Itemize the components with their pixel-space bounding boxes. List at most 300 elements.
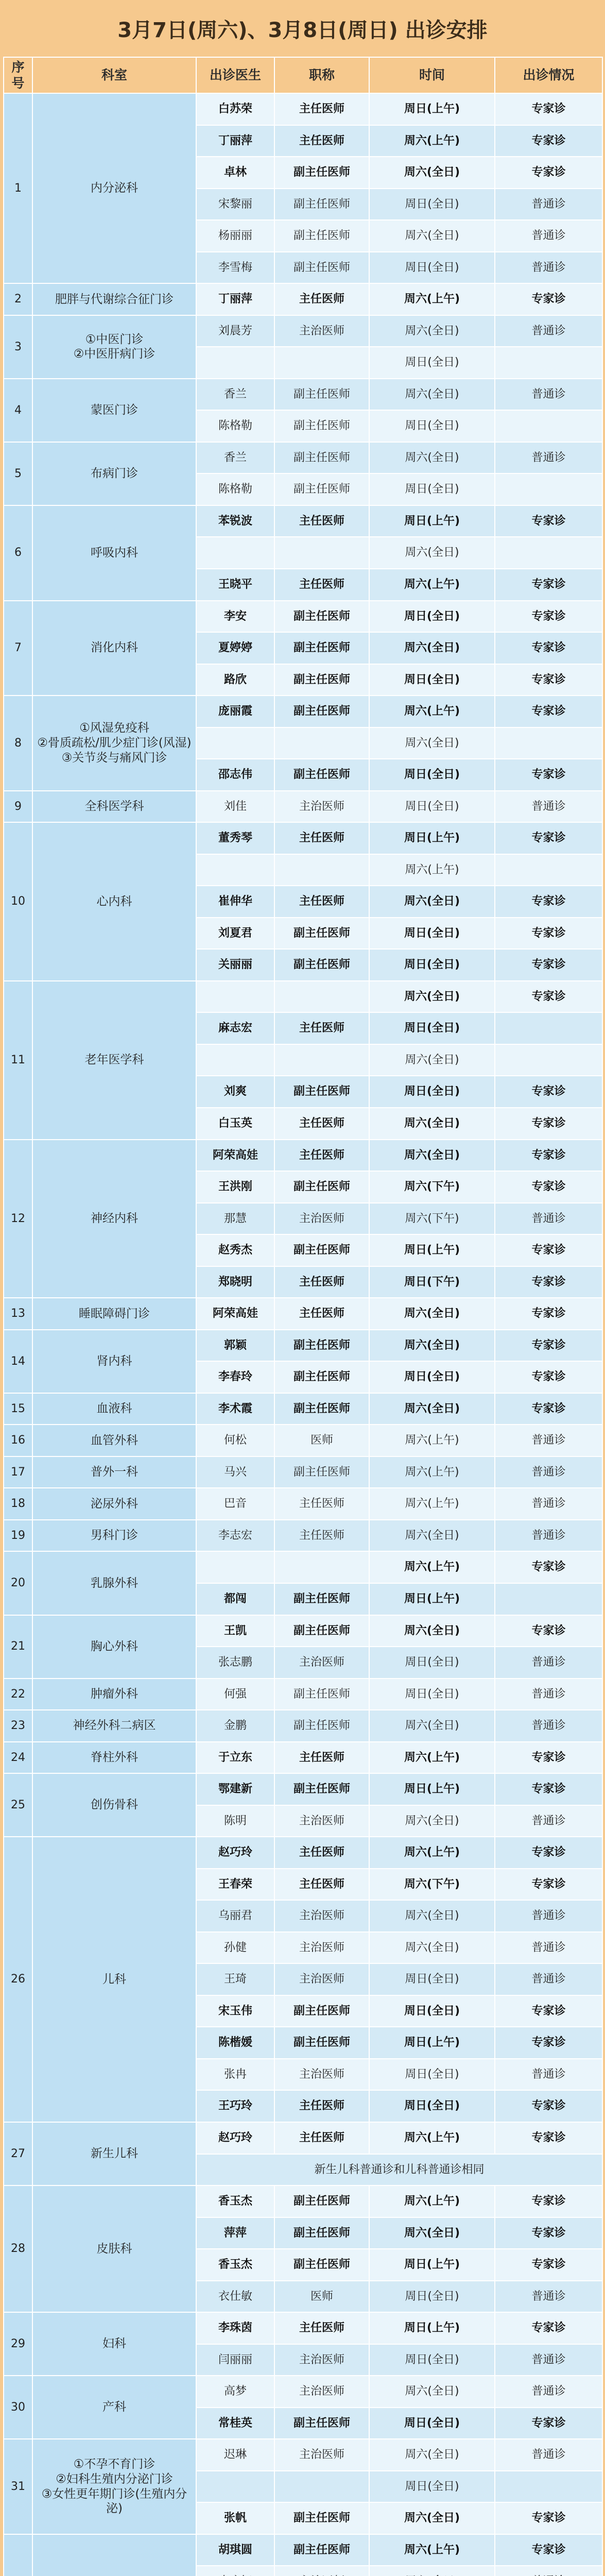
clinic-time: 周日(全日) [369,2090,495,2122]
clinic-status: 专家诊 [495,1837,602,1869]
doctor-name: 李安 [196,601,274,633]
department-name: 儿科 [32,1837,196,2122]
clinic-time: 周六(全日) [369,1140,495,1172]
doctor-name: 王巧玲 [196,2090,274,2122]
doctor-name: 郑晓明 [196,1266,274,1298]
doctor-name: 郭颖 [196,1330,274,1362]
table-row [4,1425,602,1456]
doctor-title: 主任医师 [274,2122,369,2154]
clinic-status [495,1012,602,1044]
doctor-title: 副主任医师 [274,1995,369,2027]
doctor-name [196,854,274,886]
row-seq: 3 [4,315,32,379]
clinic-time: 周日(全日) [369,1076,495,1108]
clinic-status: 普通诊 [495,252,602,284]
clinic-status [495,727,602,759]
department-name: 男科门诊 [32,1520,196,1552]
department-name: 神经外科二病区 [32,1710,196,1742]
clinic-status: 专家诊 [495,601,602,633]
doctor-title: 副主任医师 [274,2027,369,2059]
doctor-title: 主治医师 [274,2059,369,2091]
clinic-time: 周六(全日) [369,1108,495,1140]
clinic-status: 专家诊 [495,157,602,189]
row-seq: 2 [4,283,32,315]
doctor-title: 副主任医师 [274,759,369,791]
clinic-time: 周日(全日) [369,2408,495,2439]
doctor-title: 副主任医师 [274,918,369,950]
header-time: 时间 [369,57,495,93]
clinic-status: 普通诊 [495,1900,602,1932]
clinic-status: 专家诊 [495,2217,602,2249]
doctor-title: 副主任医师 [274,1615,369,1647]
doctor-name: 王洪刚 [196,1171,274,1203]
clinic-status: 专家诊 [495,918,602,950]
clinic-status [495,473,602,505]
row-seq: 11 [4,981,32,1140]
header-status: 出诊情况 [495,57,602,93]
doctor-name: 丁丽萍 [196,283,274,315]
clinic-status: 专家诊 [495,283,602,315]
clinic-status: 普通诊 [495,2439,602,2471]
doctor-title: 主任医师 [274,1837,369,1869]
clinic-time: 周六(全日) [369,1615,495,1647]
clinic-time: 周六(全日) [369,379,495,411]
row-seq: 24 [4,1742,32,1774]
doctor-name: 路欣 [196,664,274,696]
doctor-title [274,1044,369,1076]
doctor-name: 刘夏君 [196,918,274,950]
clinic-status: 专家诊 [495,505,602,537]
clinic-status: 普通诊 [495,1932,602,1964]
clinic-time: 周六(全日) [369,2502,495,2534]
department-name: 心内科 [32,822,196,981]
doctor-title: 副主任医师 [274,410,369,442]
doctor-title: 主治医师 [274,1963,369,1995]
doctor-title: 副主任医师 [274,252,369,284]
clinic-time: 周六(全日) [369,1805,495,1837]
clinic-status: 普通诊 [495,1710,602,1742]
doctor-title: 主任医师 [274,1012,369,1044]
clinic-status: 专家诊 [495,664,602,696]
doctor-name: 巴音 [196,1488,274,1520]
doctor-title: 主任医师 [274,1140,369,1172]
table-row [4,601,602,633]
doctor-name: 那慧 [196,1203,274,1235]
clinic-time: 周日(上午) [369,505,495,537]
clinic-time: 周日(全日) [369,1361,495,1393]
clinic-time: 周六(全日) [369,1520,495,1552]
clinic-status: 普通诊 [495,379,602,411]
doctor-title: 主治医师 [274,1900,369,1932]
doctor-name: 萍萍 [196,2217,274,2249]
doctor-name: 陈楷媛 [196,2027,274,2059]
table-row [4,1679,602,1710]
clinic-status: 普通诊 [495,220,602,252]
clinic-status: 专家诊 [495,822,602,854]
doctor-name: 王春荣 [196,1869,274,1901]
doctor-title: 副主任医师 [274,2185,369,2217]
doctor-title: 副主任医师 [274,2408,369,2439]
clinic-status [495,537,602,569]
row-seq [4,2534,32,2576]
doctor-title [274,347,369,379]
department-name: 创伤骨科 [32,1773,196,1837]
clinic-time: 周六(全日) [369,1298,495,1330]
clinic-status: 普通诊 [495,1520,602,1552]
doctor-title: 副主任医师 [274,2249,369,2281]
doctor-name: 苯锐波 [196,505,274,537]
table-row [4,1298,602,1330]
department-name: 睡眠障碍门诊 [32,1298,196,1330]
clinic-time: 周日(全日) [369,1963,495,1995]
doctor-title: 副主任医师 [274,1773,369,1805]
row-seq: 28 [4,2185,32,2312]
doctor-title: 主任医师 [274,505,369,537]
clinic-time: 周日(全日) [369,1012,495,1044]
clinic-status: 专家诊 [495,1076,602,1108]
doctor-name: 何强 [196,1679,274,1710]
doctor-title: 主治医师 [274,1805,369,1837]
department-name: 脊柱外科 [32,1742,196,1774]
doctor-name: 何松 [196,1425,274,1456]
table-row [4,1393,602,1425]
doctor-title [274,537,369,569]
doctor-title: 副主任医师 [274,1171,369,1203]
clinic-time: 周六(全日) [369,1710,495,1742]
doctor-name [196,537,274,569]
clinic-time: 周六(全日) [369,1044,495,1076]
doctor-name: 张志鹏 [196,1647,274,1679]
clinic-time: 周日(全日) [369,2059,495,2091]
doctor-name [196,727,274,759]
clinic-status: 专家诊 [495,1108,602,1140]
clinic-status: 专家诊 [495,1140,602,1172]
clinic-time: 周日(全日) [369,2344,495,2376]
clinic-time: 周六(上午) [369,696,495,727]
clinic-status: 专家诊 [495,93,602,125]
clinic-time: 周六(全日) [369,1330,495,1362]
department-name: 全科医学科 [32,791,196,823]
clinic-time: 周日(全日) [369,252,495,284]
department-name: ①不孕不育门诊 ②妇科生殖内分泌门诊 ③女性更年期门诊(生殖内分泌) [32,2439,196,2534]
doctor-title: 副主任医师 [274,1330,369,1362]
clinic-time: 周日(全日) [369,473,495,505]
table-row [4,2185,602,2217]
doctor-title: 主任医师 [274,569,369,601]
table-row [4,1615,602,1647]
department-name: 肾内科 [32,1330,196,1393]
department-name: 胸心外科 [32,1615,196,1679]
doctor-title [274,981,369,1013]
clinic-time: 周日(全日) [369,189,495,221]
row-seq: 20 [4,1551,32,1615]
doctor-title: 主任医师 [274,125,369,157]
department-name: 泌尿外科 [32,1488,196,1520]
doctor-name: 李春玲 [196,1361,274,1393]
table-row [4,2534,602,2566]
clinic-time: 周六(下午) [369,1869,495,1901]
header-row [4,57,602,93]
clinic-status: 专家诊 [495,1330,602,1362]
row-seq: 27 [4,2122,32,2185]
doctor-name: 王晓平 [196,569,274,601]
table-row [4,2312,602,2344]
clinic-status: 专家诊 [495,949,602,981]
department-name: 神经内科 [32,1140,196,1298]
clinic-status: 专家诊 [495,2027,602,2059]
doctor-name: 香玉杰 [196,2185,274,2217]
doctor-name [196,981,274,1013]
clinic-status: 专家诊 [495,2249,602,2281]
row-seq: 8 [4,696,32,791]
row-seq: 1 [4,93,32,283]
clinic-status: 专家诊 [495,2090,602,2122]
doctor-name: 李雪梅 [196,252,274,284]
clinic-status: 专家诊 [495,2534,602,2566]
clinic-time: 周六(全日) [369,157,495,189]
doctor-name: 陈格勒 [196,410,274,442]
doctor-title [274,1551,369,1583]
clinic-time: 周六(上午) [369,1742,495,1774]
doctor-title: 主任医师 [274,1742,369,1774]
row-seq: 30 [4,2376,32,2439]
doctor-title: 主任医师 [274,1520,369,1552]
clinic-status: 普通诊 [495,2281,602,2313]
clinic-status: 专家诊 [495,1171,602,1203]
clinic-status: 专家诊 [495,569,602,601]
clinic-status: 专家诊 [495,2502,602,2534]
clinic-time: 周日(全日) [369,949,495,981]
clinic-status: 专家诊 [495,1234,602,1266]
department-name: 呼吸内科 [32,505,196,601]
row-seq: 25 [4,1773,32,1837]
doctor-name: 刘爽 [196,1076,274,1108]
clinic-status: 普通诊 [495,1425,602,1456]
table-row [4,981,602,1013]
doctor-name: 邵志伟 [196,759,274,791]
doctor-title: 主任医师 [274,283,369,315]
doctor-name [196,1044,274,1076]
doctor-title: 副主任医师 [274,442,369,474]
doctor-title: 主治医师 [274,2344,369,2376]
clinic-status: 专家诊 [495,1742,602,1774]
doctor-name: 杨丽丽 [196,220,274,252]
header-seq: 序号 [4,57,32,93]
clinic-status: 专家诊 [495,1298,602,1330]
clinic-status [495,2471,602,2503]
doctor-title [274,2566,369,2576]
doctor-name: 高梦 [196,2376,274,2408]
clinic-status: 专家诊 [495,1773,602,1805]
doctor-title: 副主任医师 [274,379,369,411]
doctor-name: 张冉 [196,2059,274,2091]
doctor-title [274,854,369,886]
row-seq: 18 [4,1488,32,1520]
clinic-time: 周六(全日) [369,1932,495,1964]
row-seq: 16 [4,1425,32,1456]
clinic-status: 专家诊 [495,981,602,1013]
clinic-time: 周日(全日) [369,2281,495,2313]
clinic-status: 专家诊 [495,632,602,664]
row-seq: 17 [4,1456,32,1488]
clinic-time: 周日(上午) [369,822,495,854]
table-row [4,1773,602,1805]
department-name: 产科 [32,2376,196,2439]
clinic-status: 专家诊 [495,2185,602,2217]
clinic-status: 普通诊 [495,1203,602,1235]
doctor-title [274,727,369,759]
row-seq: 5 [4,442,32,505]
department-name: 新生儿科 [32,2122,196,2185]
doctor-name: 卓林 [196,157,274,189]
doctor-title: 副主任医师 [274,2502,369,2534]
table-row [4,379,602,411]
doctor-name [196,2566,274,2576]
clinic-status [495,2566,602,2576]
doctor-name: 衣仕敏 [196,2281,274,2313]
row-seq: 4 [4,379,32,442]
row-seq: 10 [4,822,32,981]
clinic-time: 周日(上午) [369,1773,495,1805]
department-name: 乳腺外科 [32,1551,196,1615]
doctor-title: 副主任医师 [274,157,369,189]
clinic-status: 普通诊 [495,1456,602,1488]
doctor-name: 阿荣高娃 [196,1298,274,1330]
clinic-status: 普通诊 [495,315,602,347]
clinic-status: 专家诊 [495,886,602,918]
clinic-time: 周六(上午) [369,2534,495,2566]
doctor-name: 麻志宏 [196,1012,274,1044]
page-title: 3月7日(周六)、3月8日(周日) 出诊安排 [117,18,488,42]
table-row [4,2122,602,2154]
doctor-title: 主任医师 [274,822,369,854]
clinic-time: 周日(全日) [369,918,495,950]
doctor-title: 副主任医师 [274,189,369,221]
doctor-name: 胡琪圆 [196,2534,274,2566]
clinic-time: 周日(上午) [369,1234,495,1266]
table-row [4,1330,602,1362]
table-row [4,283,602,315]
doctor-name: 王琦 [196,1963,274,1995]
header-department: 科室 [32,57,196,93]
row-seq: 21 [4,1615,32,1679]
doctor-title: 主治医师 [274,2376,369,2408]
clinic-status: 专家诊 [495,1551,602,1583]
table-row [4,315,602,347]
doctor-title: 主任医师 [274,886,369,918]
row-seq: 22 [4,1679,32,1710]
table-row [4,1742,602,1774]
doctor-title: 主任医师 [274,1108,369,1140]
table-row [4,822,602,854]
doctor-title: 副主任医师 [274,1679,369,1710]
department-name: 普外一科 [32,1456,196,1488]
doctor-title: 副主任医师 [274,2217,369,2249]
doctor-title: 副主任医师 [274,1710,369,1742]
clinic-time: 周日(下午) [369,1266,495,1298]
row-seq: 12 [4,1140,32,1298]
doctor-name: 宋黎丽 [196,189,274,221]
clinic-time: 周六(上午) [369,1551,495,1583]
clinic-time: 周六(下午) [369,1203,495,1235]
clinic-time: 周日(全日) [369,1647,495,1679]
doctor-name [196,1551,274,1583]
doctor-name: 赵秀杰 [196,1234,274,1266]
clinic-time: 周六(全日) [369,886,495,918]
clinic-status: 专家诊 [495,1393,602,1425]
doctor-title: 副主任医师 [274,473,369,505]
row-seq: 15 [4,1393,32,1425]
clinic-time: 周六(上午) [369,569,495,601]
row-seq: 6 [4,505,32,601]
department-name: 血管外科 [32,1425,196,1456]
clinic-status [495,854,602,886]
table-row [4,1710,602,1742]
row-seq: 19 [4,1520,32,1552]
clinic-time: 周日(全日) [369,2471,495,2503]
clinic-time: 周六(全日) [369,727,495,759]
doctor-title: 医师 [274,1425,369,1456]
doctor-title: 副主任医师 [274,1583,369,1615]
table-row [4,696,602,727]
table-row [4,2376,602,2408]
doctor-title: 主任医师 [274,2312,369,2344]
doctor-name: 香玉杰 [196,2249,274,2281]
clinic-time: 周六(全日) [369,981,495,1013]
table-row [4,1456,602,1488]
doctor-name: 夏婷婷 [196,632,274,664]
clinic-time: 周日(上午) [369,1583,495,1615]
clinic-status: 普通诊 [495,1679,602,1710]
doctor-title: 主任医师 [274,93,369,125]
department-name: 肿瘤外科 [32,1679,196,1710]
clinic-status: 专家诊 [495,1361,602,1393]
clinic-status: 专家诊 [495,125,602,157]
doctor-title: 主任医师 [274,2090,369,2122]
doctor-title: 副主任医师 [274,2534,369,2566]
clinic-time: 周六(上午) [369,1488,495,1520]
doctor-name: 崔伸华 [196,886,274,918]
clinic-status: 专家诊 [495,696,602,727]
clinic-status: 专家诊 [495,1615,602,1647]
doctor-title: 主治医师 [274,1932,369,1964]
doctor-name: 白苏荣 [196,93,274,125]
doctor-title: 主任医师 [274,1869,369,1901]
clinic-status: 专家诊 [495,2312,602,2344]
doctor-name: 马兴 [196,1456,274,1488]
clinic-status: 普通诊 [495,1963,602,1995]
department-name: 肥胖与代谢综合征门诊 [32,283,196,315]
doctor-title: 主任医师 [274,1298,369,1330]
clinic-time: 周日(全日) [369,791,495,823]
table-header [4,57,602,93]
clinic-time: 周六(全日) [369,1393,495,1425]
table-row [4,1488,602,1520]
doctor-name [196,347,274,379]
doctor-title: 副主任医师 [274,664,369,696]
doctor-title: 副主任医师 [274,1361,369,1393]
row-seq: 14 [4,1330,32,1393]
department-name: ①风湿免疫科 ②骨质疏松/肌少症门诊(风湿) ③关节炎与痛风门诊 [32,696,196,791]
clinic-time: 周六(上午) [369,1456,495,1488]
doctor-title: 副主任医师 [274,1234,369,1266]
clinic-time: 周六(全日) [369,2376,495,2408]
clinic-time: 周六(全日) [369,442,495,474]
row-seq: 26 [4,1837,32,2122]
department-name: 妇科 [32,2312,196,2376]
table-row [4,1520,602,1552]
doctor-name: 陈明 [196,1805,274,1837]
